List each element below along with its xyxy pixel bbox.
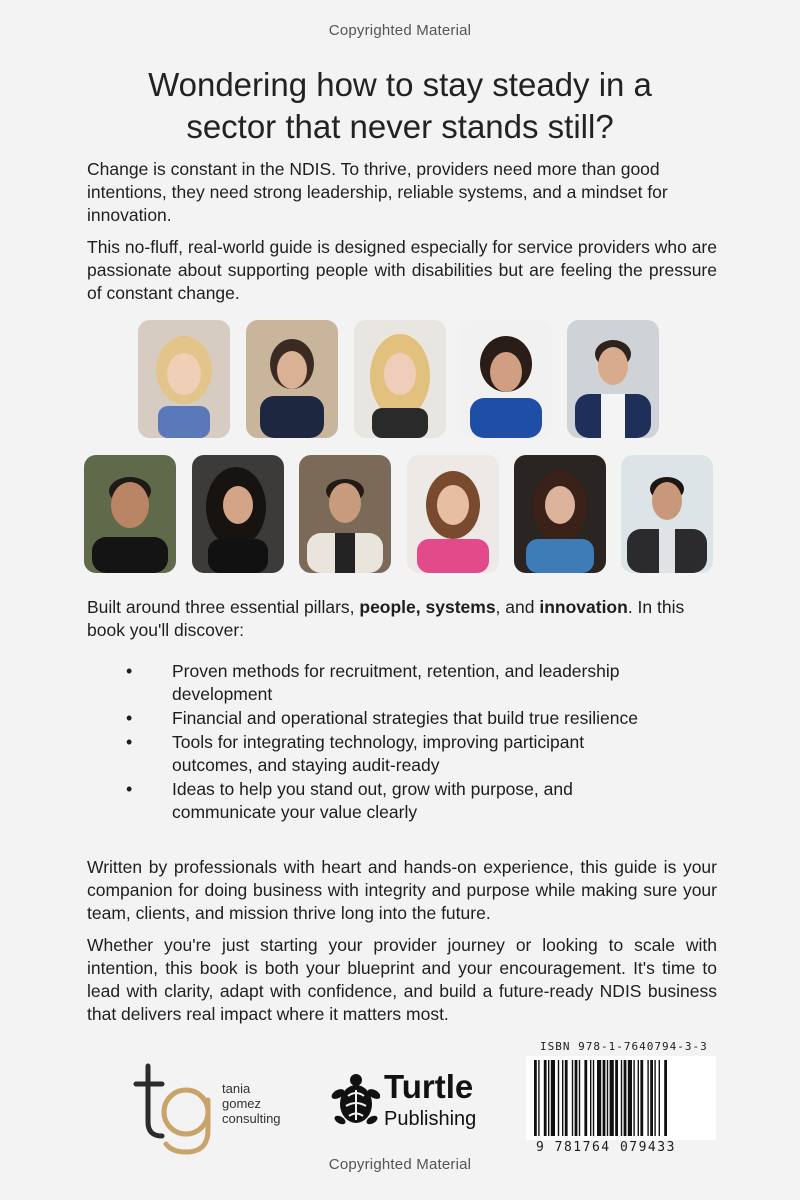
list-item [124,660,664,706]
bullet-icon: • [126,779,133,799]
list-item-text: Proven methods for recruitment, retention, and leadership development [172,661,620,704]
tania-gomez-consulting-wordmark [222,1081,281,1126]
authors-paragraph: Written by professionals with heart and hands-on experience, this guide is your companion for doing business with integrity and purpose while making sure your team, clients, and mission thrive long into the future. [87,857,717,923]
list-item [124,778,664,824]
pillars-text-a: Built around three essential pillars, [87,597,360,617]
list-item [124,731,664,777]
list-item-text: Ideas to help you stand out, grow with purpose, and communicate your value clearly [172,779,573,822]
turtle-publishing-name: Turtle [384,1068,474,1105]
copyright-notice-bottom: Copyrighted Material [328,1156,472,1173]
list-item [124,707,664,730]
contributor-photo [299,455,391,573]
tania-gomez-consulting-logo-icon [128,1060,218,1156]
bullet-icon: • [126,708,133,728]
contributor-photo [192,455,284,573]
list-item-text: Financial and operational strategies that build true resilience [172,708,638,728]
list-item-text: Tools for integrating technology, improving participant outcomes, and staying audit-ready [172,732,585,775]
contributor-photos-row-1 [0,320,800,440]
barcode [526,1056,716,1140]
headline-line-2: sector that never stands still? [186,108,614,145]
pillars-people-systems: people, systems [359,597,496,617]
bullet-icon: • [126,661,133,681]
pillars-paragraph [87,596,717,642]
barcode-bars-icon [526,1056,716,1140]
tg-word-3: consulting [222,1111,281,1126]
tg-word-2: gomez [222,1096,262,1111]
contributor-photo [567,320,659,438]
turtle-publishing-subtitle: Publishing [384,1108,477,1130]
contributor-photo [246,320,338,438]
pillars-innovation: innovation [539,597,628,617]
headline [60,64,740,148]
pillars-text-c: , and [495,597,540,617]
turtle-icon [330,1070,380,1130]
contributor-photo [407,455,499,573]
intro-paragraph: Change is constant in the NDIS. To thrive, providers need more than good intentions, they need strong leadership, reliable systems, and a mindset for innovation. [87,159,668,225]
barcode-number: 9 781764 079433 [536,1140,676,1155]
copyright-notice-top: Copyrighted Material [328,22,472,39]
pillars-text-e: . In this book you'll discover: [87,597,685,640]
contributor-photos-row-2 [0,455,800,575]
tg-word-1: tania [222,1081,251,1096]
contributor-photo [621,455,713,573]
contributor-photo [138,320,230,438]
contributor-photo [84,455,176,573]
contributor-photo [354,320,446,438]
contributor-photo [514,455,606,573]
isbn-label: ISBN 978-1-7640794-3-3 [540,1040,708,1053]
headline-line-1: Wondering how to stay steady in a [148,66,652,103]
bullet-icon: • [126,732,133,752]
discoveries-list [124,660,664,825]
guide-description-paragraph: This no-fluff, real-world guide is designed especially for service providers who are passionate about supporting people with disabilities but are feeling the pressure of constant change. [87,237,717,303]
contributor-photo [460,320,552,438]
closing-paragraph: Whether you're just starting your provider journey or looking to scale with intention, this book is both your blueprint and your encouragement. It's time to lead with clarity, adapt with confidence, and build a future-ready NDIS business that delivers real impact where it matters most. [87,935,717,1024]
